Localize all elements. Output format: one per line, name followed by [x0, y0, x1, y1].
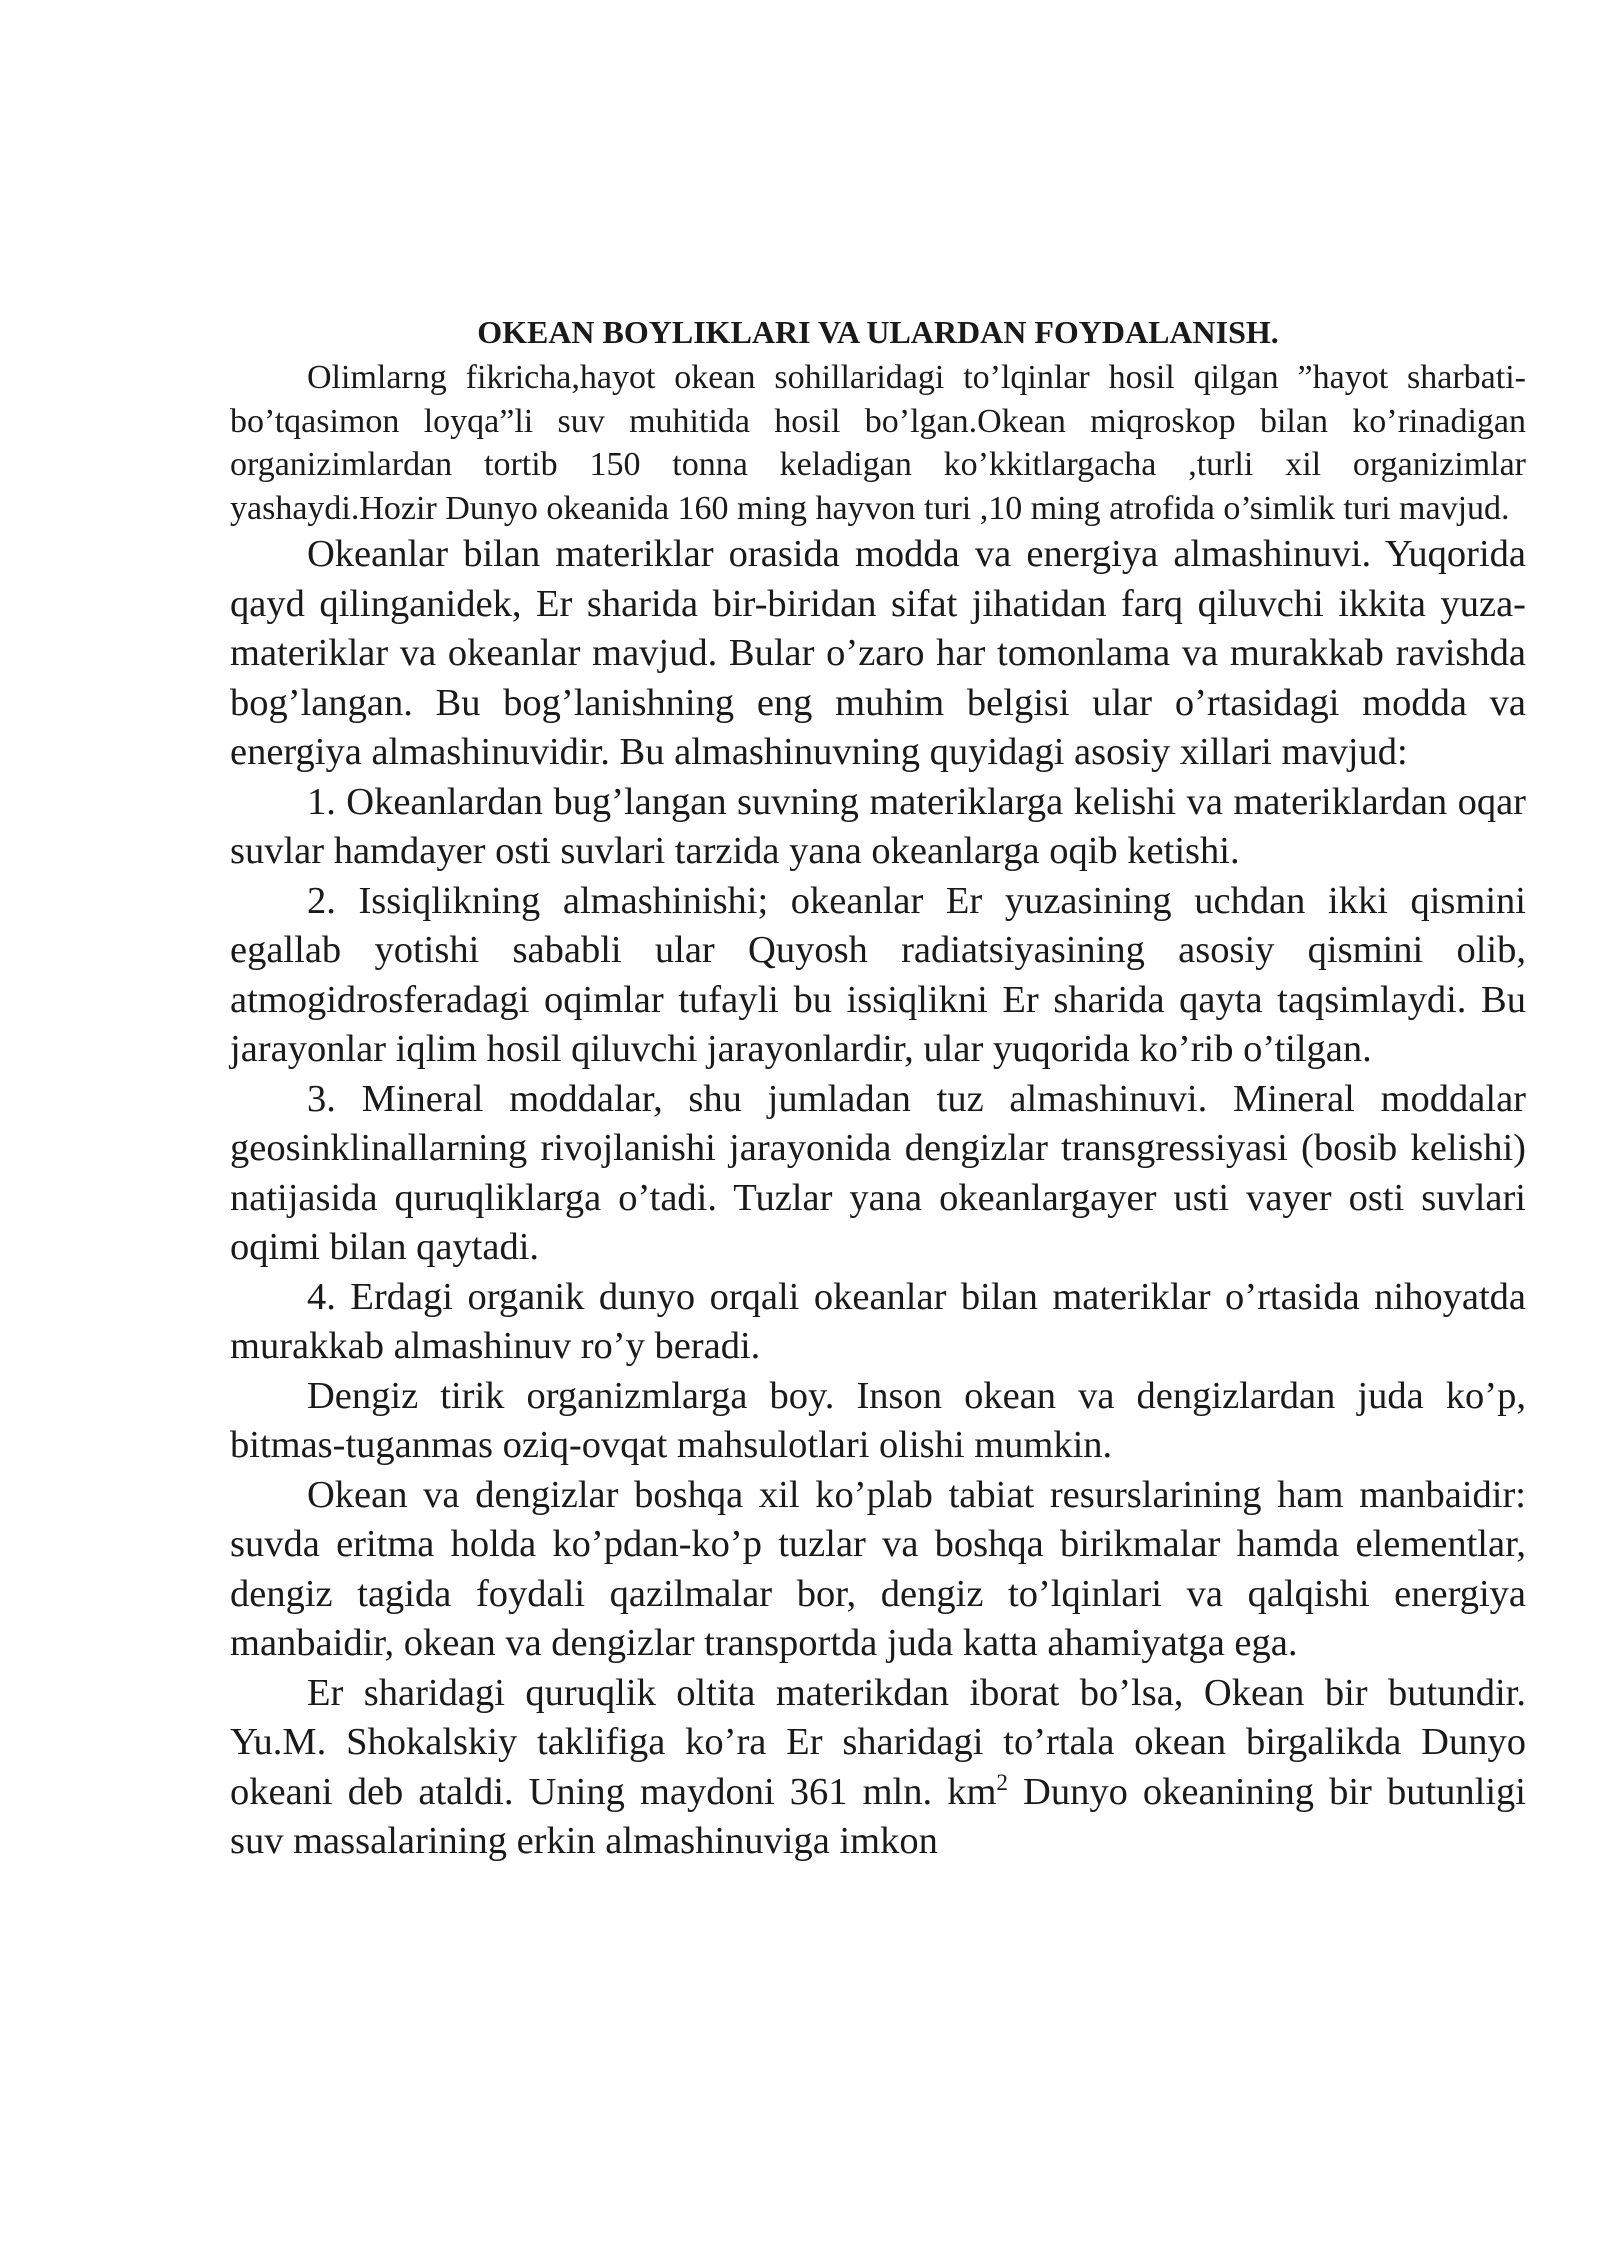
superscript-2: 2	[996, 1769, 1008, 1796]
world-ocean-text-a: Er sharidagi quruqlik oltita materikdan iborat bo’lsa, Okean bir butundir. Yu.M. Shokalskiy taklifiga ko’ra Er sharidagi to’rtala okean birgalikda Dunyo okeani deb ataldi. Uning maydoni 361 mln. km	[230, 1671, 1526, 1813]
document-page	[230, 310, 1526, 1867]
document-title: OKEAN BOYLIKLARI VA ULARDAN FOYDALANISH.	[477, 314, 1279, 350]
paragraph-intro: Olimlarng fikricha,hayot okean sohillaridagi to’lqinlar hosil qilgan ”hayot sharbati-bo’tqasimon loyqa”li suv muhitida hosil bo’lgan.Okean miqroskop bilan ko’rinadigan organizimlardan tortib 150 tonna keladigan ko’kkitlargacha ,turli xil organizimlar yashaydi.Hozir Dunyo okeanida 160 ming hayvon turi ,10 ming atrofida o’simlik turi mavjud.	[230, 359, 1526, 527]
list-item-4: 4. Erdagi organik dunyo orqali okeanlar bilan materiklar o’rtasida nihoyatda murakkab almashinuv ro’y beradi.	[230, 1275, 1526, 1368]
paragraph-exchange: Okeanlar bilan materiklar orasida modda va energiya almashinuvi. Yuqorida qayd qilinganidek, Er sharida bir-biridan sifat jihatidan farq qiluvchi ikkita yuza-materiklar va okeanlar mavjud. Bular o’zaro har tomonlama va murakkab ravishda bog’langan. Bu bog’lanishning eng muhim belgisi ular o’rtasidagi modda va energiya almashinuvidir. Bu almashinuvning quyidagi asosiy xillari mavjud:	[230, 533, 1526, 774]
list-item-1: 1. Okeanlardan bug’langan suvning materiklarga kelishi va materiklardan oqar suvlar hamdayer osti suvlari tarzida yana okeanlarga oqib ketishi.	[230, 780, 1526, 873]
list-item-3: 3. Mineral moddalar, shu jumladan tuz almashinuvi. Mineral moddalar geosinklinallarning rivojlanishi jarayonida dengizlar transgressiyasi (bosib kelishi) natijasida quruqliklarga o’tadi. Tuzlar yana okeanlargayer usti vayer osti suvlari oqimi bilan qaytadi.	[230, 1077, 1526, 1269]
world-ocean-text-b: Dunyo okeanining bir butunligi suv massalarining erkin almashinuviga imkon	[230, 1770, 1526, 1863]
paragraph-living-organisms: Dengiz tirik organizmlarga boy. Inson okean va dengizlardan juda ko’p, bitmas-tuganmas oziq-ovqat mahsulotlari olishi mumkin.	[230, 1374, 1526, 1467]
list-item-2: 2. Issiqlikning almashinishi; okeanlar Er yuzasining uchdan ikki qismini egallab yotishi sababli ular Quyosh radiatsiyasining asosiy qismini olib, atmogidrosferadagi oqimlar tufayli bu issiqlikni Er sharida qayta taqsimlaydi. Bu jarayonlar iqlim hosil qiluvchi jarayonlardir, ular yuqorida ko’rib o’tilgan.	[230, 879, 1526, 1071]
paragraph-world-ocean	[230, 1669, 1526, 1867]
paragraph-resources: Okean va dengizlar boshqa xil ko’plab tabiat resurslarining ham manbaidir: suvda eritma holda ko’pdan-ko’p tuzlar va boshqa birikmalar hamda elementlar, dengiz tagida foydali qazilmalar bor, dengiz to’lqinlari va qalqishi energiya manbaidir, okean va dengizlar transportda juda katta ahamiyatga ega.	[230, 1473, 1526, 1665]
